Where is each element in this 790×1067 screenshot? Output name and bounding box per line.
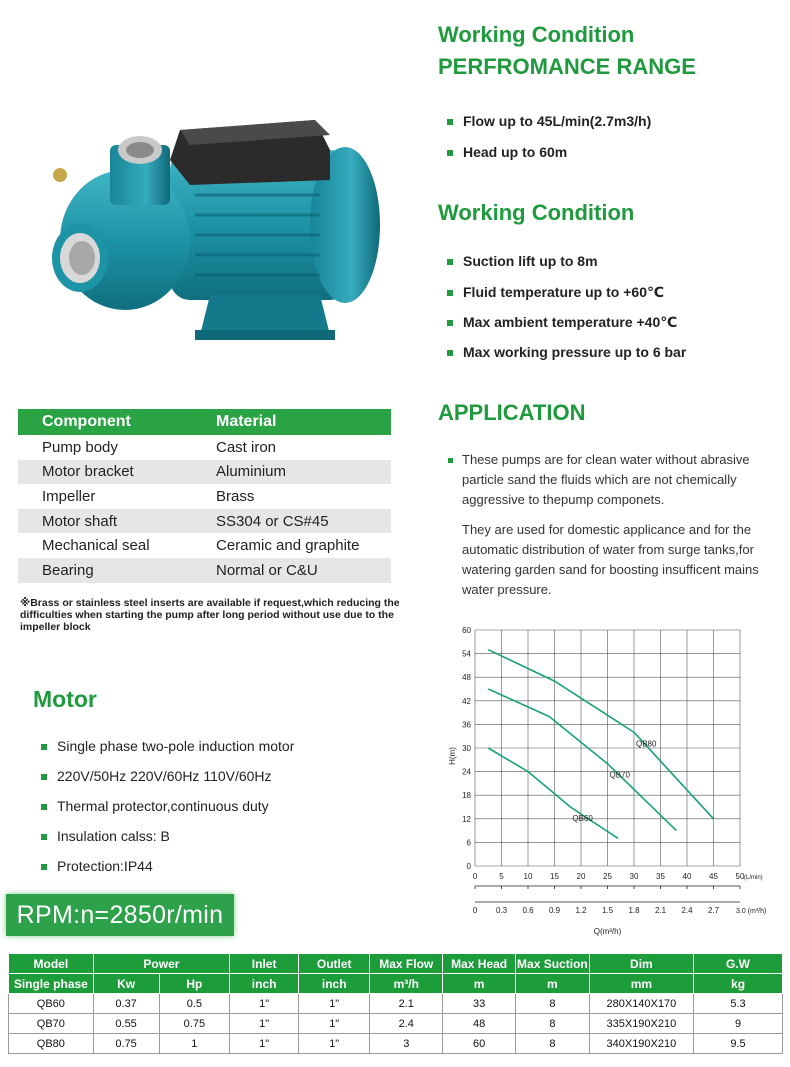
application-title: APPLICATION [438, 400, 586, 425]
y-tick-label: 36 [462, 720, 471, 730]
header-cell: m [443, 974, 516, 994]
cell: 280X140X170 [589, 994, 693, 1014]
cell: 33 [443, 994, 516, 1014]
cell: 8 [516, 1014, 590, 1034]
list-item: Max ambient temperature +40℃ [441, 314, 686, 344]
table-row [18, 435, 391, 460]
y-tick-label: 0 [466, 862, 471, 871]
cell: Impeller [42, 487, 96, 505]
x-unit-lmin: (L/min) [744, 875, 763, 881]
cell: 1" [299, 994, 370, 1014]
table-row [9, 994, 783, 1014]
series-line-qb60 [488, 748, 618, 838]
cell: Aluminium [192, 460, 391, 485]
cell: 0.75 [159, 1014, 230, 1034]
series-label-qb60: QB60 [572, 814, 593, 823]
header-cell: Outlet [299, 954, 370, 974]
x-tick-label-m3h: 2.4 [681, 906, 693, 915]
cell: 0.75 [93, 1034, 159, 1054]
table-header [18, 409, 391, 435]
perf-title-1: Working Condition [438, 22, 635, 47]
cell: 8 [516, 994, 590, 1014]
y-tick-label: 18 [462, 791, 471, 801]
cell: Motor bracket [18, 460, 192, 485]
cell: Cast iron [216, 438, 277, 456]
cell: 1" [230, 994, 299, 1014]
perf-title-2: PERFROMANCE RANGE [438, 54, 696, 79]
cell: QB80 [9, 1034, 94, 1054]
cell: 0.37 [93, 994, 159, 1014]
x-tick-label-lmin: 35 [656, 872, 665, 881]
table-row [18, 558, 391, 583]
working-list [441, 253, 686, 360]
x-tick-label-m3h: 0.9 [548, 906, 561, 915]
header-cell: m [516, 974, 590, 994]
cell: 9.5 [694, 1034, 783, 1054]
list-item: 220V/50Hz 220V/60Hz 110V/60Hz [35, 768, 294, 798]
series-line-qb70 [488, 689, 676, 831]
x-tick-label-m3h: 2.7 [707, 906, 720, 915]
header-cell: Kw [93, 974, 159, 994]
header-cell: Dim [589, 954, 693, 974]
cell: Bearing [18, 558, 192, 583]
list-item: Flow up to 45L/min(2.7m3/h) [441, 113, 651, 144]
cell: Mechanical seal [42, 537, 150, 555]
x-tick-label-m3h: 1.2 [575, 906, 587, 915]
header-cell: Power [93, 954, 230, 974]
cell: QB60 [9, 994, 94, 1014]
header-cell: G.W [694, 954, 783, 974]
x-tick-label-lmin: 25 [603, 872, 612, 881]
spec-table [8, 953, 783, 1054]
motor-title: Motor [33, 686, 97, 712]
table-row [9, 1034, 783, 1054]
header-cell: Max Head [443, 954, 516, 974]
cell: 1 [159, 1034, 230, 1054]
series-label-qb70: QB70 [609, 770, 630, 780]
list-item: Max working pressure up to 6 bar [441, 344, 686, 360]
y-tick-label: 60 [462, 626, 471, 635]
x-axis-title: Q(m³/h) [593, 927, 622, 936]
table-row [18, 460, 391, 485]
x-tick-label-lmin: 10 [523, 872, 533, 881]
cell: QB70 [9, 1014, 94, 1034]
table-row [9, 1014, 783, 1034]
cell: SS304 or CS#45 [192, 509, 391, 534]
cell: 2.1 [370, 994, 443, 1014]
cell: Pump body [42, 438, 118, 456]
list-item: Protection:IP44 [35, 858, 294, 874]
header-cell: Max Suction [516, 954, 590, 974]
rpm-badge: RPM:n=2850r/min [6, 894, 234, 936]
list-item: Suction lift up to 8m [441, 253, 686, 284]
table-header [9, 974, 783, 994]
y-tick-label: 42 [462, 696, 471, 706]
y-tick-label: 6 [466, 838, 471, 848]
header-cell: Max Flow [370, 954, 443, 974]
application-para-2: They are used for domestic applicance and for the automatic distribution of water from surge tanks,for watering garden sand for boosting insufficent mains water pressure. [462, 522, 759, 597]
cell: 1" [299, 1014, 370, 1034]
table-row [18, 509, 391, 534]
series-label-qb80: QB80 [636, 739, 657, 749]
performance-chart [430, 622, 790, 936]
header-cell: m³/h [370, 974, 443, 994]
list-item: Head up to 60m [441, 144, 651, 160]
cell: 9 [694, 1014, 783, 1034]
cell: 1" [299, 1034, 370, 1054]
series-line-qb80 [488, 650, 713, 819]
cell: Ceramic and graphite [216, 537, 360, 555]
x-tick-label-m3h: 1.8 [628, 906, 640, 915]
material-note: ※Brass or stainless steel inserts are available if request,which reducing the difficulties when starting the pump after long period without use due to the impeller block [20, 597, 400, 633]
list-item: Insulation calss: B [35, 828, 294, 858]
header-cell: Single phase [9, 974, 94, 994]
material-table [18, 409, 391, 583]
cell: 1" [230, 1034, 299, 1054]
y-tick-label: 12 [462, 814, 471, 824]
cell: 2.4 [370, 1014, 443, 1034]
table-row [18, 484, 391, 509]
application-para-1: These pumps are for clean water without abrasive particle sand the fluids which are not chemically aggressive to thepump componets. [441, 450, 781, 510]
header-cell: Component [18, 409, 192, 435]
y-tick-label: 54 [462, 649, 471, 659]
list-item: Fluid temperature up to +60℃ [441, 284, 686, 314]
cell: Motor shaft [18, 509, 192, 534]
cell: 5.3 [694, 994, 783, 1014]
cell: 8 [516, 1034, 590, 1054]
y-tick-label: 24 [462, 767, 471, 777]
x-tick-label-lmin: 5 [499, 872, 504, 881]
working-title: Working Condition [438, 200, 635, 225]
cell: 1" [230, 1014, 299, 1034]
cell: 335X190X210 [589, 1014, 693, 1034]
cell: Normal or C&U [192, 558, 391, 583]
cell: Brass [216, 487, 255, 505]
header-cell: kg [694, 974, 783, 994]
perf-list [441, 113, 651, 160]
y-axis-title: H(m) [448, 747, 457, 765]
x-tick-label-m3h: 1.5 [601, 906, 614, 915]
bullet-icon [448, 458, 453, 463]
cell: 60 [443, 1034, 516, 1054]
x-tick-label-m3h: 0.6 [522, 906, 534, 915]
cell: 0.5 [159, 994, 230, 1014]
cell: 48 [443, 1014, 516, 1034]
list-item: Single phase two-pole induction motor [35, 738, 294, 768]
motor-list [35, 738, 294, 874]
cell: 3 [370, 1034, 443, 1054]
x-tick-label-lmin: 40 [682, 872, 692, 881]
cell: 340X190X210 [589, 1034, 693, 1054]
pump-image [30, 90, 390, 360]
x-tick-label-lmin: 45 [709, 872, 718, 881]
header-cell: Model [9, 954, 94, 974]
list-item: Thermal protector,continuous duty [35, 798, 294, 828]
header-cell: mm [589, 974, 693, 994]
header-cell: inch [230, 974, 299, 994]
x-tick-label-lmin: 0 [472, 872, 478, 881]
table-row [18, 533, 391, 558]
header-cell: inch [299, 974, 370, 994]
x-tick-label-m3h: 2.1 [654, 906, 667, 915]
x-tick-label-m3h: 0.3 [495, 906, 508, 915]
x-tick-label-lmin: 50 [735, 872, 745, 881]
x-tick-label-lmin: 20 [576, 872, 586, 881]
header-cell: Material [192, 409, 391, 435]
x-tick-label-lmin: 15 [550, 872, 559, 881]
header-cell: Hp [159, 974, 230, 994]
cell: 0.55 [93, 1014, 159, 1034]
y-tick-label: 48 [462, 673, 471, 683]
header-cell: Inlet [230, 954, 299, 974]
table-header [9, 954, 783, 974]
x-unit-m3h: 3.0 (m³/h) [736, 908, 767, 915]
x-tick-label-m3h: 0 [472, 906, 478, 915]
y-tick-label: 30 [462, 744, 471, 753]
x-tick-label-lmin: 30 [629, 872, 639, 881]
